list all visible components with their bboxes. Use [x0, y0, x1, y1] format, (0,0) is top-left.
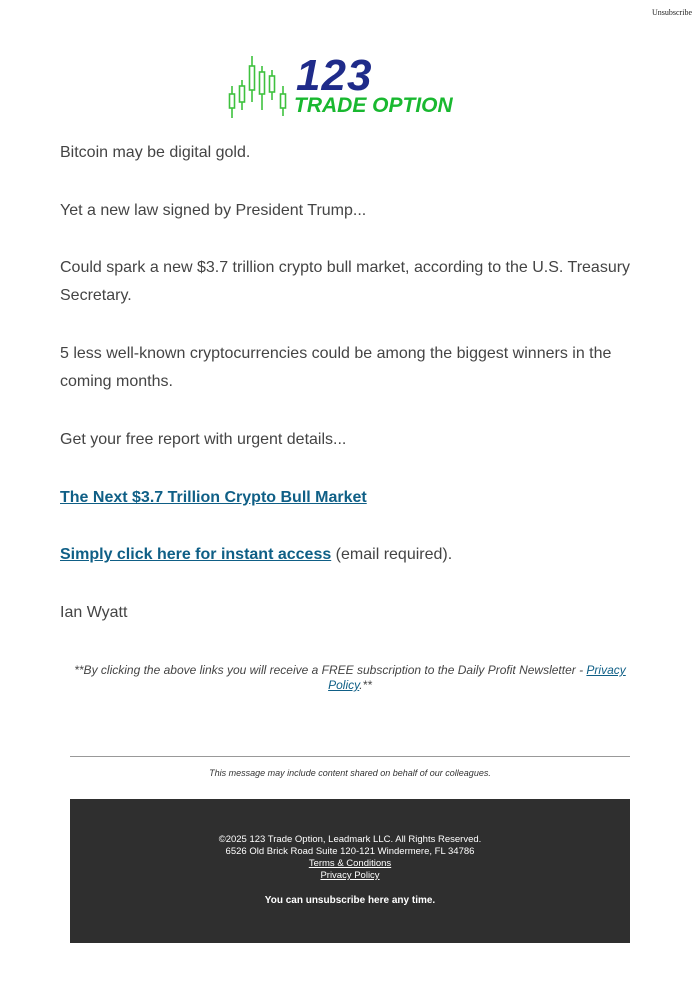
divider [70, 756, 630, 757]
logo-wordmark: TRADE OPTION [294, 94, 453, 117]
disclaimer-end: .** [359, 678, 372, 692]
colleagues-note: This message may include content shared on behalf of our colleagues. [209, 768, 491, 778]
paragraph-intro: Bitcoin may be digital gold. [60, 144, 251, 161]
headline-link[interactable]: The Next $3.7 Trillion Crypto Bull Market [60, 489, 367, 506]
paragraph-bull-market: Could spark a new $3.7 trillion crypto bull market, according to the U.S. Treasury Secretary. [60, 259, 631, 304]
paragraph-cryptocurrencies: 5 less well-known cryptocurrencies could be among the biggest winners in the coming months. [60, 345, 612, 390]
disclaimer-privacy-link[interactable]: Privacy Policy [328, 663, 626, 692]
signature: Ian Wyatt [60, 604, 128, 621]
candlestick-chart-icon [226, 56, 292, 122]
cta-row [60, 541, 640, 569]
footer-terms-link[interactable]: Terms & Conditions [308, 858, 392, 869]
brand-logo[interactable] [226, 51, 476, 122]
logo-number: 123 [296, 51, 373, 100]
footer-privacy-link[interactable]: Privacy Policy [320, 870, 380, 881]
footer-unsubscribe-link[interactable]: You can unsubscribe here any time. [264, 895, 436, 906]
instant-access-link[interactable]: Simply click here for instant access [60, 546, 332, 563]
footer [70, 799, 630, 943]
subscription-disclaimer [70, 663, 630, 693]
paragraph-law: Yet a new law signed by President Trump... [60, 202, 367, 219]
footer-address: 6526 Old Brick Road Suite 120-121 Windermere, FL 34786 [225, 846, 475, 857]
footer-copyright: ©2025 123 Trade Option, Leadmark LLC. All Rights Reserved. [218, 834, 482, 845]
disclaimer-text: **By clicking the above links you will receive a FREE subscription to the Daily Profit Newsletter - [74, 663, 587, 677]
unsubscribe-link[interactable]: Unsubscribe [652, 8, 692, 17]
headline-link-row [60, 484, 640, 512]
cta-suffix: (email required). [331, 546, 453, 563]
paragraph-free-report: Get your free report with urgent details... [60, 431, 347, 448]
